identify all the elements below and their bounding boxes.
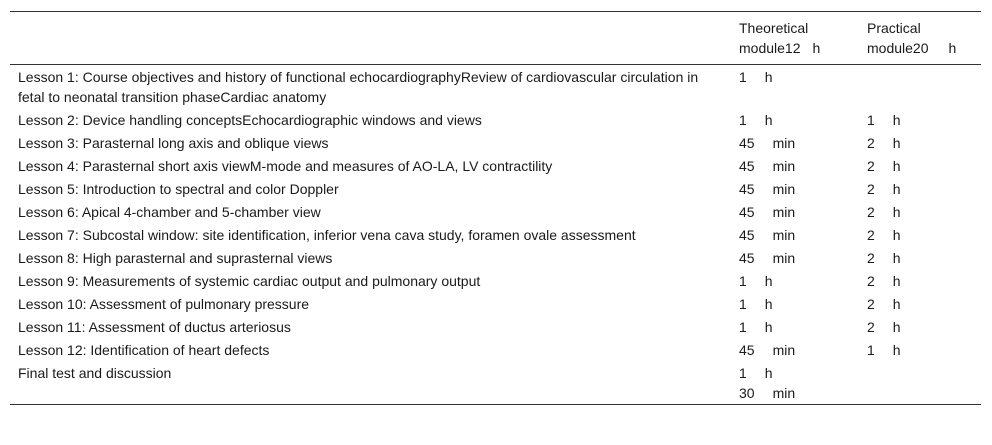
lesson-cell: Lesson 6: Apical 4-chamber and 5-chamber view	[18, 204, 321, 220]
lesson-cell: Lesson 8: High parasternal and suprasternal views	[18, 250, 333, 266]
practical-cell: 1 h	[867, 342, 901, 358]
practical-cell: 2 h	[867, 158, 901, 174]
table-row	[10, 246, 981, 269]
header-lesson	[10, 12, 739, 65]
table-row	[10, 269, 981, 292]
theoretical-cell: 45 min	[739, 204, 796, 220]
table-row	[10, 223, 981, 246]
lesson-cell: Lesson 2: Device handling conceptsEchocardiographic windows and views	[18, 112, 482, 128]
lesson-cell: Lesson 7: Subcostal window: site identification, inferior vena cava study, foramen ovale assessment	[18, 227, 636, 243]
header-theoretical: Theoretical module12 h	[739, 20, 821, 56]
table-row	[10, 292, 981, 315]
course-schedule-table	[10, 11, 981, 405]
practical-cell: 2 h	[867, 319, 901, 335]
table-row-final	[10, 361, 981, 405]
practical-cell	[867, 65, 981, 109]
lesson-cell: Lesson 12: Identification of heart defects	[18, 342, 270, 358]
table-row	[10, 177, 981, 200]
theoretical-cell: 1 h	[739, 273, 773, 289]
theoretical-cell: 1 h	[739, 69, 773, 85]
lesson-cell: Lesson 11: Assessment of ductus arteriosus	[18, 319, 291, 335]
table-row	[10, 131, 981, 154]
theoretical-cell: 45 min	[739, 181, 796, 197]
practical-cell: 2 h	[867, 296, 901, 312]
table-row	[10, 338, 981, 361]
theoretical-cell: 1 h	[739, 296, 773, 312]
lesson-cell: Lesson 4: Parasternal short axis viewM-mode and measures of AO-LA, LV contractility	[18, 158, 553, 174]
lesson-cell: Lesson 10: Assessment of pulmonary pressure	[18, 296, 310, 312]
lesson-cell: Lesson 3: Parasternal long axis and oblique views	[18, 135, 329, 151]
practical-cell: 2 h	[867, 204, 901, 220]
table-row	[10, 315, 981, 338]
theoretical-cell: 1 h 30 min	[739, 365, 796, 401]
header-practical: Practical module20 h	[867, 20, 957, 56]
theoretical-cell: 1 h	[739, 319, 773, 335]
practical-cell: 2 h	[867, 227, 901, 243]
table-row	[10, 65, 981, 109]
practical-cell	[867, 361, 981, 405]
theoretical-cell: 45 min	[739, 227, 796, 243]
theoretical-cell: 45 min	[739, 250, 796, 266]
lesson-cell: Lesson 9: Measurements of systemic cardiac output and pulmonary output	[18, 273, 481, 289]
theoretical-cell: 1 h	[739, 112, 773, 128]
practical-cell: 1 h	[867, 112, 901, 128]
theoretical-cell: 45 min	[739, 135, 796, 151]
lesson-cell: Lesson 1: Course objectives and history of functional echocardiographyReview of cardiovascular circulation in fetal to neonatal transition phaseCardiac anatomy	[18, 69, 699, 105]
table-header-row	[10, 12, 981, 65]
lesson-cell: Lesson 5: Introduction to spectral and color Doppler	[18, 181, 339, 197]
practical-cell: 2 h	[867, 135, 901, 151]
theoretical-cell: 45 min	[739, 158, 796, 174]
theoretical-cell: 45 min	[739, 342, 796, 358]
table-row	[10, 108, 981, 131]
table-row	[10, 200, 981, 223]
table-row	[10, 154, 981, 177]
lesson-cell: Final test and discussion	[18, 365, 172, 381]
practical-cell: 2 h	[867, 181, 901, 197]
practical-cell: 2 h	[867, 250, 901, 266]
course-table-wrapper	[10, 11, 981, 405]
practical-cell: 2 h	[867, 273, 901, 289]
